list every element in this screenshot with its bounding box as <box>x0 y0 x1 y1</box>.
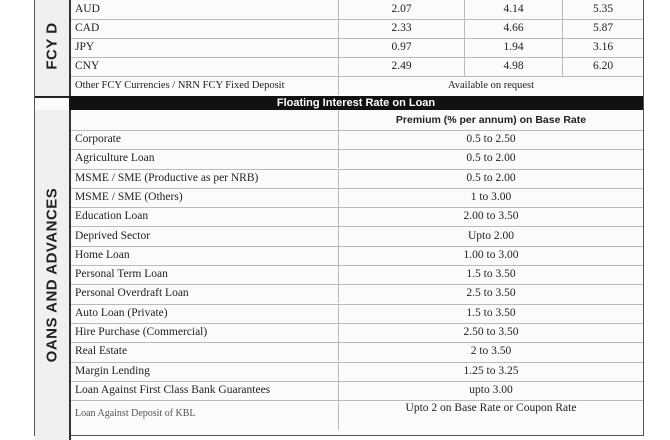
floating-rate-title: Floating Interest Rate on Loan <box>69 96 643 110</box>
premium-header-row <box>71 110 643 131</box>
premium-value: 0.5 to 2.50 <box>338 130 643 149</box>
currency-label: AUD <box>75 3 100 15</box>
premium-value: 1.5 to 3.50 <box>338 304 643 323</box>
rate-value: 3.16 <box>562 38 643 57</box>
premium-value: 1.25 to 3.25 <box>338 362 643 381</box>
loan-row <box>71 284 643 304</box>
loan-type: Margin Lending <box>75 364 150 377</box>
premium-value: Upto 2 on Base Rate or Coupon Rate <box>338 400 643 430</box>
loan-type: Hire Purchase (Commercial) <box>75 326 208 338</box>
loan-type: Education Loan <box>75 210 149 223</box>
loan-type: MSME / SME (Productive as per NRB) <box>75 171 259 184</box>
loan-row <box>71 304 643 324</box>
premium-value: 2.00 to 3.50 <box>338 207 643 226</box>
rate-value: 4.98 <box>464 57 562 76</box>
premium-value: upto 3.00 <box>338 381 643 400</box>
rate-value: 6.20 <box>562 57 643 76</box>
loan-row <box>71 188 643 208</box>
fcy-row-cny <box>71 57 643 77</box>
currency-label: CNY <box>75 60 100 72</box>
rate-value: 0.97 <box>338 38 464 57</box>
rate-value: 2.33 <box>338 19 464 38</box>
fcy-sidebar-label: FCY D <box>43 21 61 70</box>
loan-row <box>71 149 643 169</box>
loan-row <box>71 342 643 362</box>
premium-value: 2.50 to 3.50 <box>338 323 643 342</box>
premium-value: 2.5 to 3.50 <box>338 284 643 303</box>
fcy-row-cad <box>71 19 643 39</box>
rate-value: 1.94 <box>464 38 562 57</box>
premium-value: 2 to 3.50 <box>338 342 643 361</box>
rate-value: 2.49 <box>338 57 464 76</box>
premium-value: 0.5 to 2.00 <box>338 169 643 188</box>
loan-row <box>71 246 643 266</box>
loan-type: Deprived Sector <box>75 229 151 242</box>
currency-label: JPY <box>75 41 95 53</box>
loan-row <box>71 362 643 382</box>
fcy-sidebar <box>35 0 71 98</box>
loan-type: Home Loan <box>75 248 130 261</box>
premium-value: 1 to 3.00 <box>338 188 643 207</box>
loan-row <box>71 207 643 227</box>
premium-value: 1.5 to 3.50 <box>338 265 643 284</box>
rate-value: 4.66 <box>464 19 562 38</box>
currency-label: CAD <box>75 22 100 34</box>
loans-sidebar-label: OANS AND ADVANCES <box>43 187 61 363</box>
loan-type: Agriculture Loan <box>75 152 155 165</box>
loan-type: Loan Against First Class Bank Guarantees <box>75 383 271 396</box>
fcy-row-other <box>71 76 643 96</box>
rate-value: 4.14 <box>464 0 562 19</box>
premium-value: Upto 2.00 <box>338 227 643 246</box>
loan-type: Real Estate <box>75 345 128 358</box>
loan-type: Corporate <box>75 133 121 145</box>
rate-sheet <box>34 0 644 436</box>
fcy-row-jpy <box>71 38 643 58</box>
loan-row <box>71 323 643 343</box>
rate-value: 2.07 <box>338 0 464 19</box>
loan-row <box>71 400 643 430</box>
loan-row <box>71 381 643 401</box>
premium-value: 1.00 to 3.00 <box>338 246 643 265</box>
loan-type: Loan Against Deposit of KBL <box>75 408 196 420</box>
other-currencies-label: Other FCY Currencies / NRN FCY Fixed Deposit <box>75 80 285 91</box>
premium-value: 0.5 to 2.00 <box>338 149 643 168</box>
loan-row <box>71 227 643 247</box>
loan-row <box>71 130 643 150</box>
loan-type: Auto Loan (Private) <box>75 306 168 319</box>
other-currencies-value: Available on request <box>338 76 643 95</box>
loan-type: Personal Overdraft Loan <box>75 287 189 300</box>
rate-value: 5.35 <box>562 0 643 19</box>
loan-row <box>71 169 643 189</box>
loan-row <box>71 265 643 285</box>
loan-type: Personal Term Loan <box>75 268 168 281</box>
premium-header: Premium (% per annum) on Base Rate <box>338 110 643 130</box>
loan-type: MSME / SME (Others) <box>75 190 183 203</box>
fcy-row-aud <box>71 0 643 20</box>
loans-sidebar <box>35 110 71 440</box>
rate-value: 5.87 <box>562 19 643 38</box>
